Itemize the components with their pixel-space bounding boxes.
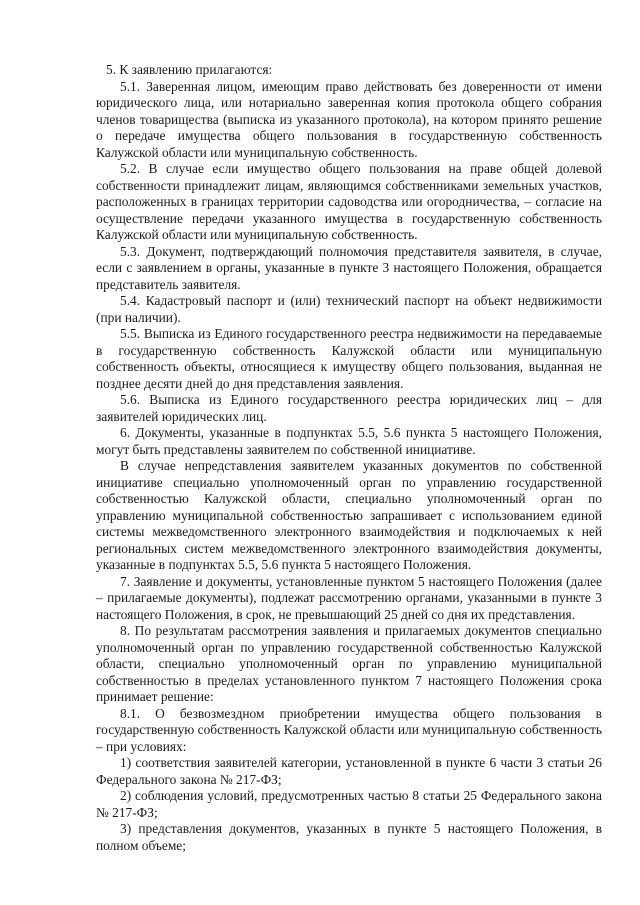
condition-2: 2) соблюдения условий, предусмотренных частью 8 статьи 25 Федерального закона № 217-ФЗ; [96,788,602,820]
paragraph-7: 7. Заявление и документы, установленные пунктом 5 настоящего Положения (далее – прилагаемые документы), подлежат рассмотрению органами, указанными в пункте 3 настоящего Положения, в срок, не превышающий 25 дней со дня их представления. [96,573,602,622]
paragraph-5-6: 5.6. Выписка из Единого государственного реестра юридических лиц – для заявителей юридических лиц. [96,392,602,424]
section-5-heading: 5. К заявлению прилагаются: [106,62,273,77]
paragraph-5-1: 5.1. Заверенная лицом, имеющим право действовать без доверенности от имени юридического лица, или нотариально заверенная копия протокола общего собрания членов товарищества (выписка из указанного протокола), на котором принято решение о передаче имущества общего пользования в государственную собственность Калужской области или муниципальную собственность. [96,78,602,160]
paragraph-5-2: 5.2. В случае если имущество общего пользования на праве общей долевой собственности принадлежит лицам, являющимся собственниками земельных участков, расположенных в границах территории садоводства или огородничества, – согласие на осуществление передачи указанного имущества в государственную собственность Калужской области или муниципальную собственность. [96,161,602,242]
paragraph-5-5: 5.5. Выписка из Единого государственного реестра недвижимости на передаваемые в государственную собственность Калужской области или муниципальную собственность объекты, относящиеся к имуществу общего пользования, выданная не позднее десяти дней до дня представления заявления. [96,326,602,391]
condition-1: 1) соответствия заявителей категории, установленной в пункте 6 части 3 статьи 26 Федерального закона № 217-ФЗ; [96,755,602,787]
paragraph-6: 6. Документы, указанные в подпунктах 5.5, 5.6 пункта 5 настоящего Положения, могут быть представлены заявителем по собственной инициативе. [96,425,602,457]
paragraph-8-1: 8.1. О безвозмездном приобретении имущества общего пользования в государственную собственность Калужской области или муниципальную собственность – при условиях: [96,705,602,754]
paragraph-6-continued: В случае непредставления заявителем указанных документов по собственной инициативе специально уполномоченный орган по управлению государственной собственностью Калужской области, специально уполномоченный орган по управлению муниципальной собственностью запрашивает с использованием единой системы межведомственного электронного взаимодействия и подключаемых к ней региональных систем межведомственного электронного взаимодействия документы, указанные в подпунктах 5.5, 5.6 пункта 5 настоящего Положения. [96,458,602,572]
paragraph-8: 8. По результатам рассмотрения заявления и прилагаемых документов специально уполномоченный орган по управлению государственной собственностью Калужской области, специально уполномоченный орган по управлению муниципальной собственностью в пределах установленного пунктом 7 настоящего Положения срока принимает решение: [96,623,602,704]
paragraph-5-4: 5.4. Кадастровый паспорт и (или) технический паспорт на объект недвижимости (при наличии). [96,293,602,325]
paragraph-5-3: 5.3. Документ, подтверждающий полномочия представителя заявителя, в случае, если с заявлением в органы, указанные в пункте 3 настоящего Положения, обращается представитель заявителя. [96,243,602,292]
condition-3: 3) представления документов, указанных в пункте 5 настоящего Положения, в полном объеме; [96,821,602,853]
